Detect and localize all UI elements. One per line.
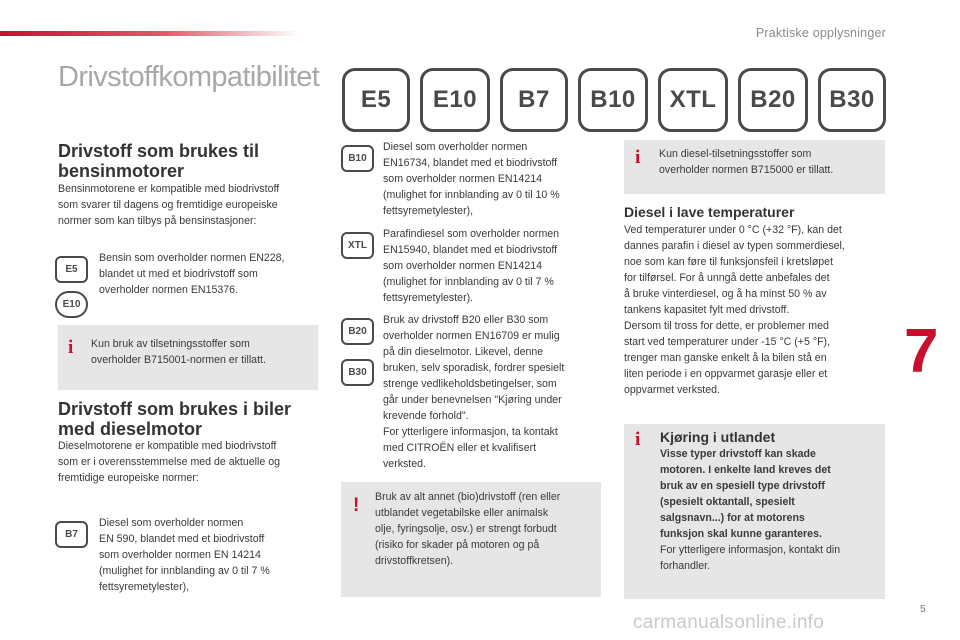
petrol-section-title: Drivstoff som brukes til bensinmotorer xyxy=(58,141,260,181)
driving-abroad-box xyxy=(624,424,885,599)
b20-b30-description: Bruk av drivstoff B20 eller B30 som overholder normen EN16709 er mulig på din dieselmotor. Likevel, denne bruken, selv sporadisk, fordrer spesielt strenge vedlikeholdsbetingelser, som går under benevnelsen "Kjøring under krevende forhold". For ytterligere informasjon, ta kontakt med CITROËN eller et kvalifisert verksted. xyxy=(383,314,565,470)
fuel-warning-text: Bruk av alt annet (bio)drivstoff (ren eller utblandet vegetabilske eller animalsk olje, fyringsolje, osv.) er strengt forbudt (risiko for skader på motoren og på drivstoffkretsen). xyxy=(375,491,561,567)
petrol-additive-info-box xyxy=(58,325,318,390)
page-title: Drivstoffkompatibilitet xyxy=(58,61,320,93)
petrol-intro: Bensinmotorene er kompatible med biodrivstoff som svarer til dagens og fremtidige europeiske normer som kan tilbys på bensinstasjoner: xyxy=(58,183,280,227)
fuel-badge-b7: B7 xyxy=(500,68,568,132)
page-number: 5 xyxy=(920,604,926,615)
low-temperature-title: Diesel i lave temperaturer xyxy=(624,204,795,220)
fuel-badge-e5-small: E5 xyxy=(55,256,88,283)
b7-description: Diesel som overholder normen EN 590, blandet med et biodrivstoff som overholder normen EN 14214 (mulighet for innblanding av 0 til 7 % fettsyremetylester), xyxy=(99,517,270,593)
xtl-description: Parafindiesel som overholder normen EN15940, blandet med et biodrivstoff som overholder normen EN14214 (mulighet for innblanding av 0 til 7 % fettsyremetylester). xyxy=(383,228,560,304)
watermark: carmanualsonline.info xyxy=(633,612,825,633)
diesel-section-title: Drivstoff som brukes i biler med dieselmotor xyxy=(58,399,292,439)
fuel-badge-xtl-small: XTL xyxy=(341,232,374,259)
diesel-additive-info-text: Kun diesel-tilsetningsstoffer som overholder normen B715000 er tillatt. xyxy=(659,148,834,176)
b10-description: Diesel som overholder normen EN16734, blandet med et biodrivstoff som overholder normen EN14214 (mulighet for innblanding av 0 til 10 % fettsyremetylester), xyxy=(383,141,560,217)
fuel-badge-b20-small: B20 xyxy=(341,318,374,345)
info-icon: i xyxy=(635,429,641,450)
driving-abroad-title: Kjøring i utlandet xyxy=(660,429,776,445)
fuel-badge-e10-small: E10 xyxy=(55,291,88,318)
e5-e10-description: Bensin som overholder normen EN228, blandet ut med et biodrivstoff som overholder normen EN15376. xyxy=(99,252,285,296)
fuel-badge-b7-small: B7 xyxy=(55,521,88,548)
fuel-badge-b10-small: B10 xyxy=(341,145,374,172)
info-icon: i xyxy=(68,337,74,358)
fuel-badge-b20: B20 xyxy=(738,68,808,132)
fuel-badge-b30-small: B30 xyxy=(341,359,374,386)
fuel-badge-b30: B30 xyxy=(818,68,886,132)
fuel-badge-e5: E5 xyxy=(342,68,410,132)
warning-icon: ! xyxy=(353,495,360,516)
section-header: Praktiske opplysninger xyxy=(755,26,886,40)
fuel-warning-box xyxy=(341,482,601,597)
petrol-additive-info-text: Kun bruk av tilsetningsstoffer som overholder B715001-normen er tillatt. xyxy=(91,338,266,366)
fuel-badge-xtl: XTL xyxy=(658,68,728,132)
header-accent-bar xyxy=(0,31,300,36)
info-icon: i xyxy=(635,147,641,168)
diesel-additive-info-box xyxy=(624,140,885,194)
fuel-badge-b10: B10 xyxy=(578,68,648,132)
diesel-intro: Dieselmotorene er kompatible med biodrivstoff som er i overensstemmelse med de aktuelle og fremtidige europeiske normer: xyxy=(58,440,280,484)
low-temperature-text: Ved temperaturer under 0 °C (+32 °F), kan det dannes parafin i diesel av typen sommerdiesel, noe som kan føre til funksjonsfeil i kretsløpet for tilførsel. For å unngå dette anbefales det å bruke vinterdiesel, og å ha minst 50 % av tankens kapasitet fylt med drivstoff. Dersom til tross for dette, er problemer med start ved temperaturer under -15 °C (+5 °F), trenger man ganske enkelt å la bilen stå en liten periode i en oppvarmet garasje eller et oppvarmet verksted. xyxy=(624,224,845,396)
fuel-badge-e10: E10 xyxy=(420,68,490,132)
driving-abroad-warning: Visse typer drivstoff kan skade motoren. I enkelte land kreves det bruk av en spesiell type drivstoff (spesielt oktantall, spesielt salgsnavn...) for at motorens funksjon skal kunne garanteres. xyxy=(660,448,831,540)
driving-abroad-contact: For ytterligere informasjon, kontakt din forhandler. xyxy=(660,544,841,572)
chapter-number: 7 xyxy=(904,317,939,386)
